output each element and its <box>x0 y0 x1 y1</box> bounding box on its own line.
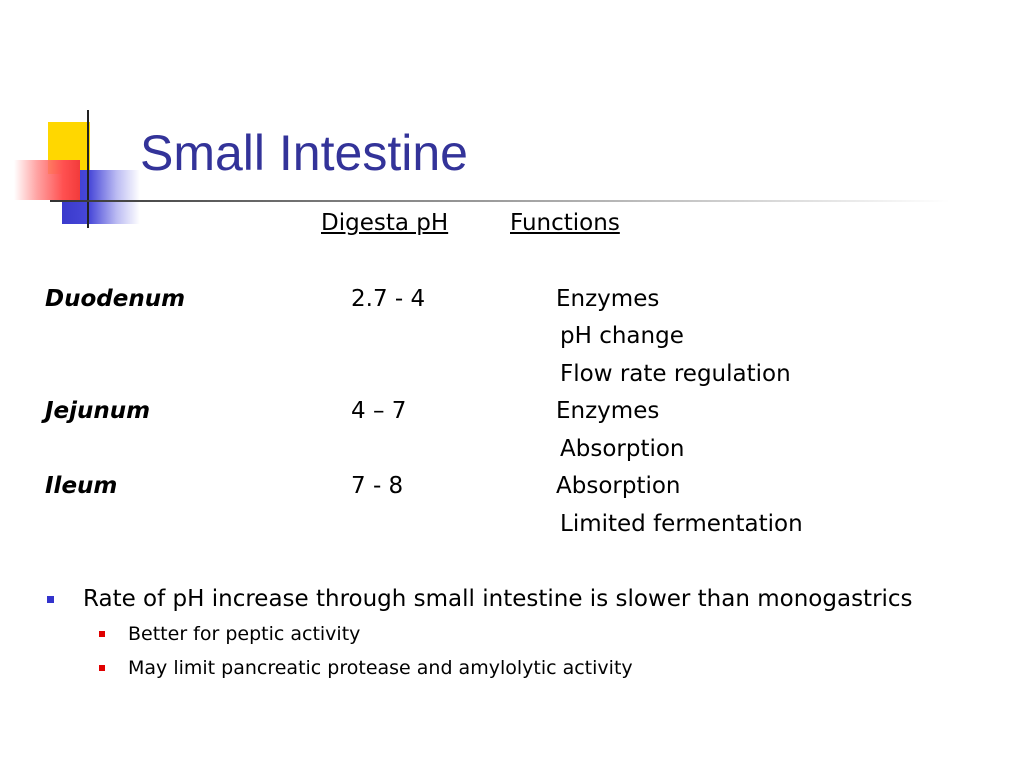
function-item: Enzymes <box>556 398 660 424</box>
function-item: Flow rate regulation <box>560 361 791 387</box>
function-item: Limited fermentation <box>560 511 803 537</box>
sub-bullet-text: Better for peptic activity <box>128 623 361 645</box>
header-functions: Functions <box>510 210 620 236</box>
bullet-text: Rate of pH increase through small intestine is slower than monogastrics <box>83 586 913 612</box>
decor-red-square <box>14 160 80 200</box>
ph-ileum: 7 - 8 <box>351 473 404 499</box>
segment-duodenum: Duodenum <box>45 286 186 312</box>
bullet-item <box>47 586 913 612</box>
ph-jejunum: 4 – 7 <box>351 398 407 424</box>
segment-jejunum: Jejunum <box>45 398 151 424</box>
sub-bullet-item <box>99 623 360 645</box>
slide-title: Small Intestine <box>140 125 468 181</box>
sub-bullet-item <box>99 657 633 679</box>
square-bullet-icon <box>99 665 105 671</box>
function-item: Enzymes <box>556 286 660 312</box>
ph-duodenum: 2.7 - 4 <box>351 286 426 312</box>
square-bullet-icon <box>47 596 54 603</box>
decor-vertical-line <box>87 110 89 228</box>
segment-ileum: Ileum <box>45 473 118 499</box>
function-item: Absorption <box>556 473 681 499</box>
title-underline-rule <box>50 200 950 202</box>
function-item: Absorption <box>560 436 685 462</box>
sub-bullet-text: May limit pancreatic protease and amylolytic activity <box>128 657 633 679</box>
square-bullet-icon <box>99 631 105 637</box>
header-digesta-ph: Digesta pH <box>321 210 449 236</box>
function-item: pH change <box>560 323 684 349</box>
